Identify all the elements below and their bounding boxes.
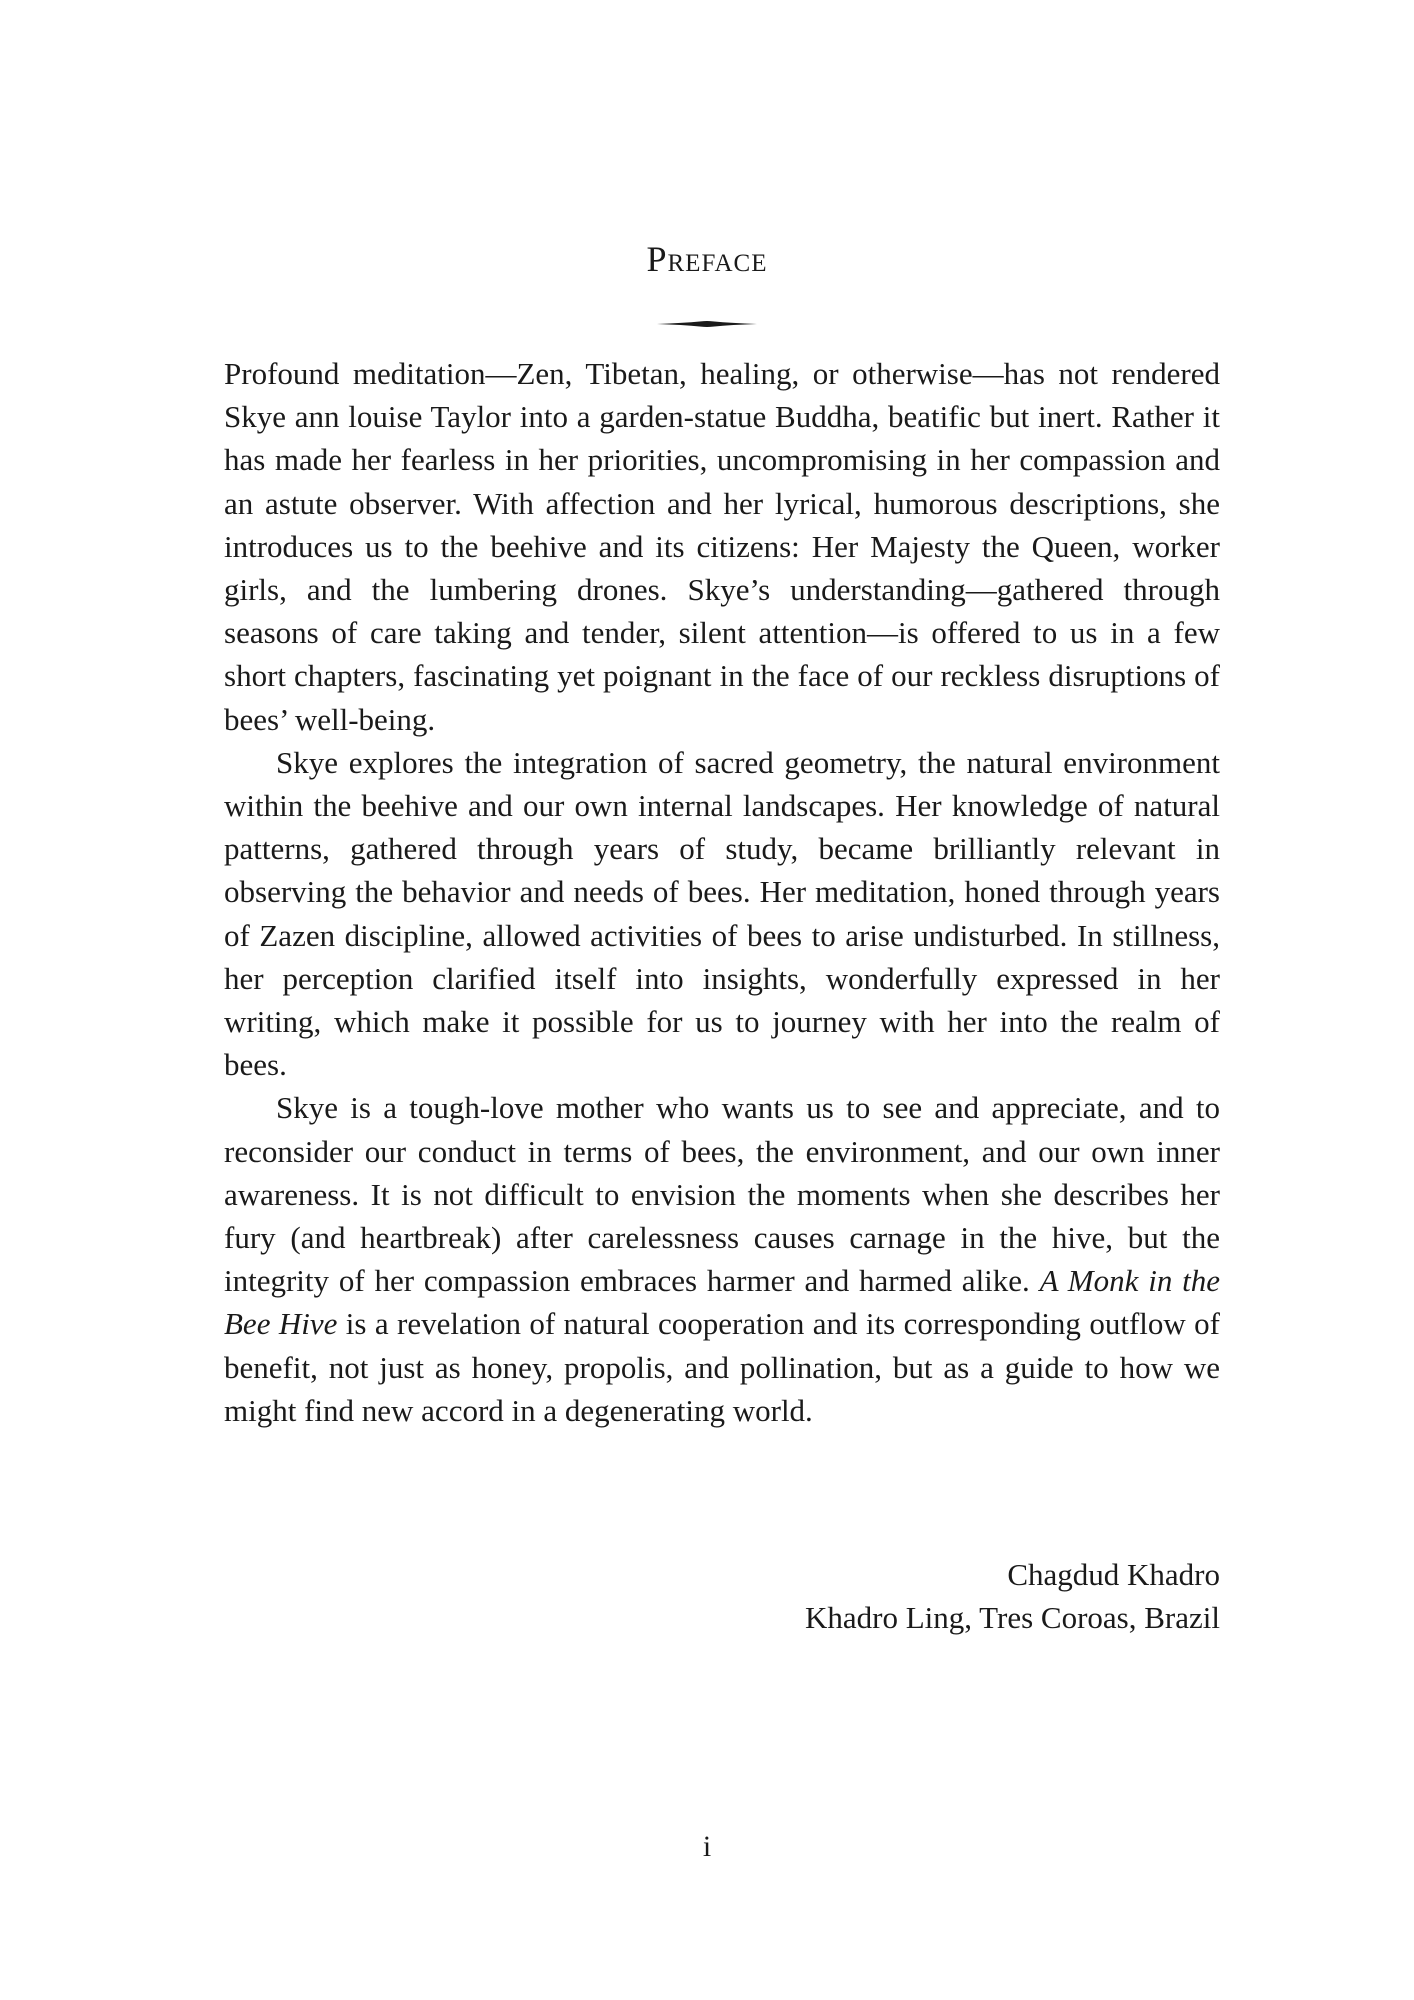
preface-body xyxy=(224,352,1220,1432)
book-title: A Monk in the Bee Hive xyxy=(224,1263,1220,1342)
page-title: Preface xyxy=(646,239,768,279)
paragraph-2: Skye explores the integration of sacred geometry, the natural environment within the beehive and our own internal landscapes. Her knowledge of natural patterns, gathered through years of study, became brilliantly relevant in observing the behavior and needs of bees. Her meditation, honed through years of Zazen discipline, allowed activities of bees to arise undisturbed. In stillness, her perception clarified itself into insights, wonderfully expressed in her writing, which make it possible for us to journey with her into the realm of bees. xyxy=(224,744,1220,1083)
signature-name: Chagdud Khadro xyxy=(1007,1557,1220,1592)
title-ornament xyxy=(657,318,757,330)
paragraph-3-end: is a revelation of natural cooperation and its corresponding outflow of benefit, not just as honey, propolis, and pollination, but as a guide to how we might find new accord in a degenerating world. xyxy=(224,1306,1220,1428)
paragraph-3-start: Skye is a tough-love mother who wants us to see and appreciate, and to reconsider our conduct in terms of bees, the environment, and our own inner awareness. It is not difficult to envision the moments when she describes her fury (and heartbreak) after carelessness causes carnage in the hive, but the integrity of her compassion embraces harmer and harmed alike. xyxy=(224,1090,1220,1299)
paragraph-3 xyxy=(224,1086,1220,1432)
page-number: i xyxy=(702,1830,712,1863)
signature-location: Khadro Ling, Tres Coroas, Brazil xyxy=(804,1600,1220,1635)
paragraph-1: Profound meditation—Zen, Tibetan, healing, or otherwise—has not rendered Skye ann louise Taylor into a garden-statue Buddha, beatific but inert. Rather it has made her fearless in her priorities, uncompromising in her compassion and an astute observer. With affection and her lyrical, humorous descriptions, she introduces us to the beehive and its citizens: Her Majesty the Queen, worker girls, and the lumbering drones. Skye’s understanding—gathered through seasons of care taking and tender, silent attention—is offered to us in a few short chapters, fascinating yet poignant in the face of our reckless disruptions of bees’ well-being. xyxy=(224,356,1220,737)
signature-block xyxy=(805,1553,1220,1639)
